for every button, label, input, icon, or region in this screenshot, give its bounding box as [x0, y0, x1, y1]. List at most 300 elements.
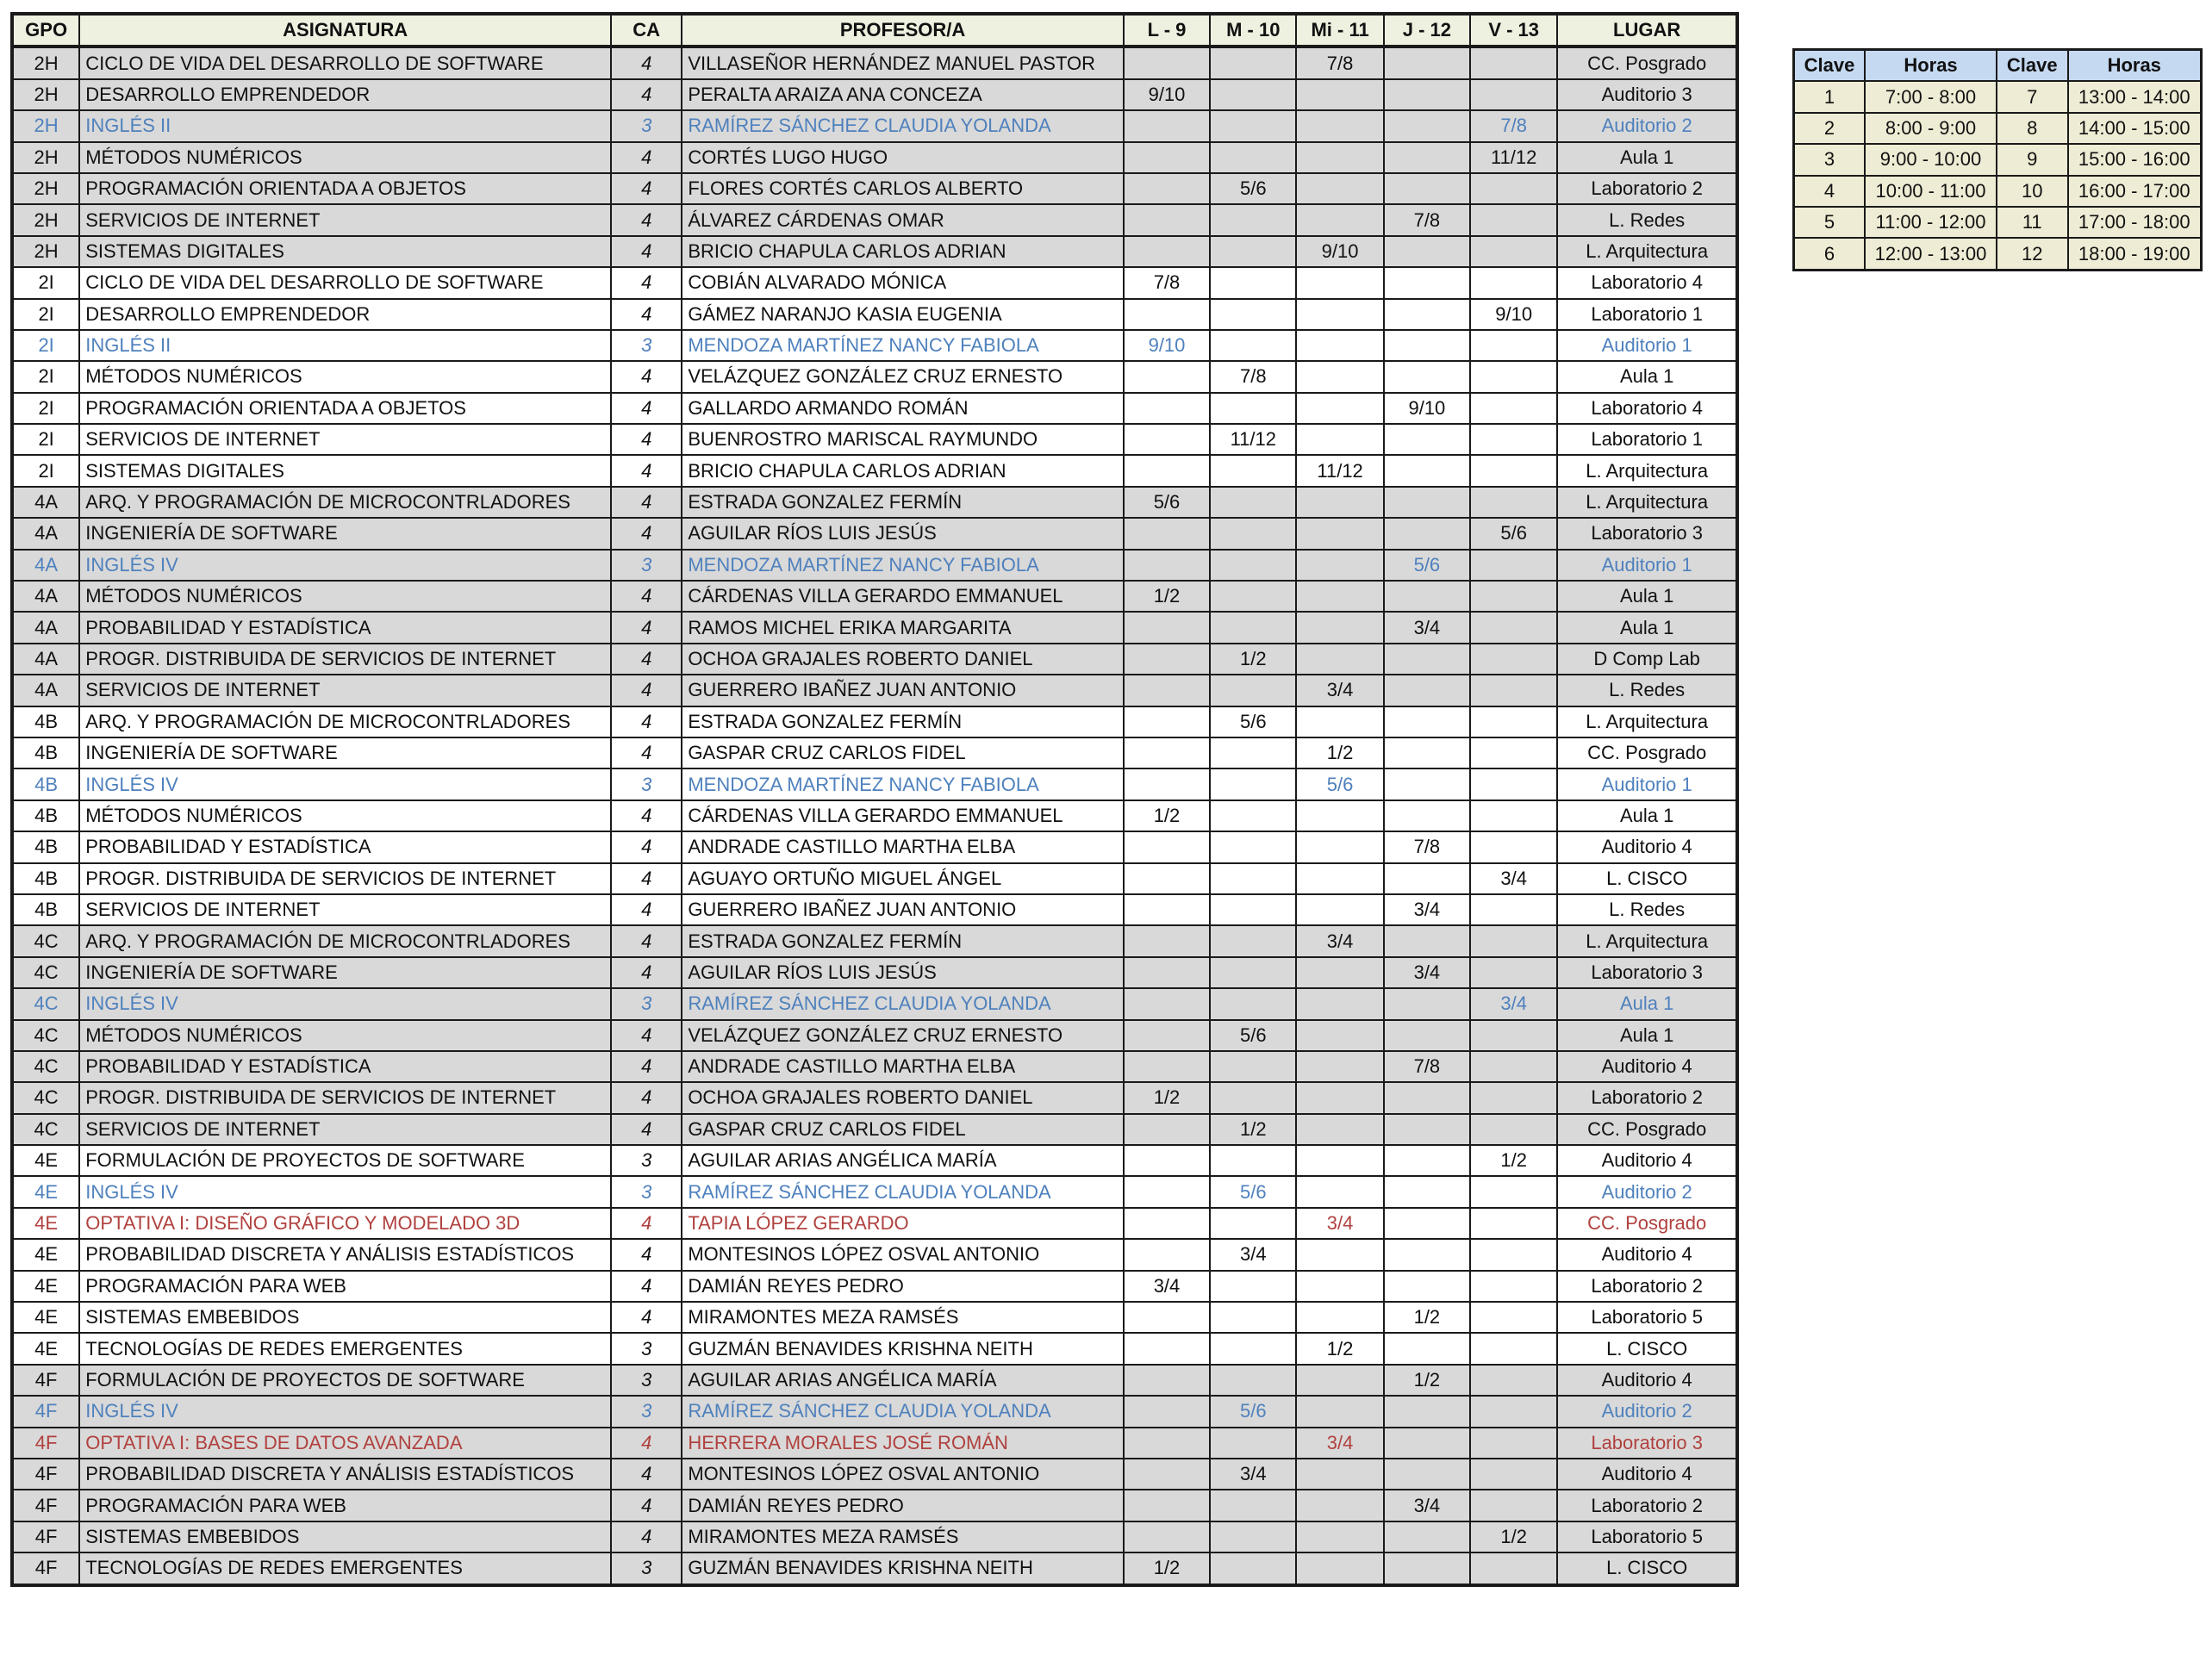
jueves-cell: 7/8	[1384, 1051, 1470, 1082]
gpo-cell: 4A	[12, 550, 79, 581]
table-row	[12, 831, 1737, 862]
legend-clave-cell: 1	[1794, 81, 1866, 112]
lugar-cell: L. Redes	[1557, 675, 1737, 706]
profesor-cell: RAMÍREZ SÁNCHEZ CLAUDIA YOLANDA	[682, 1176, 1124, 1207]
ca-cell: 4	[611, 79, 682, 110]
miercoles-cell	[1296, 142, 1383, 173]
jueves-cell	[1384, 706, 1470, 737]
jueves-cell: 3/4	[1384, 612, 1470, 643]
viernes-cell: 3/4	[1470, 863, 1557, 894]
miercoles-cell	[1296, 173, 1383, 204]
miercoles-cell	[1296, 79, 1383, 110]
gpo-cell: 4A	[12, 487, 79, 518]
table-row	[12, 1552, 1737, 1584]
profesor-cell: AGUILAR RÍOS LUIS JESÚS	[682, 957, 1124, 988]
table-row	[12, 863, 1737, 894]
gpo-cell: 4F	[12, 1365, 79, 1396]
asignatura-cell: OPTATIVA I: BASES DE DATOS AVANZADA	[79, 1428, 611, 1459]
jueves-cell	[1384, 925, 1470, 956]
viernes-cell	[1470, 455, 1557, 486]
legend-clave-cell: 6	[1794, 238, 1866, 270]
jueves-cell	[1384, 330, 1470, 361]
table-row	[12, 204, 1737, 235]
miercoles-cell	[1296, 1082, 1383, 1113]
profesor-cell: CORTÉS LUGO HUGO	[682, 142, 1124, 173]
jueves-cell	[1384, 361, 1470, 392]
asignatura-cell: MÉTODOS NUMÉRICOS	[79, 581, 611, 612]
profesor-cell: ESTRADA GONZALEZ FERMÍN	[682, 487, 1124, 518]
table-row	[12, 487, 1737, 518]
viernes-cell	[1470, 1302, 1557, 1333]
viernes-cell: 11/12	[1470, 142, 1557, 173]
profesor-cell: CÁRDENAS VILLA GERARDO EMMANUEL	[682, 800, 1124, 831]
gpo-cell: 4F	[12, 1521, 79, 1552]
legend-horas-cell: 9:00 - 10:00	[1865, 144, 1997, 175]
lunes-cell	[1124, 299, 1210, 330]
table-row	[12, 925, 1737, 956]
martes-cell	[1210, 612, 1296, 643]
gpo-cell: 4B	[12, 768, 79, 800]
viernes-cell	[1470, 1020, 1557, 1051]
ca-cell: 4	[611, 1114, 682, 1145]
martes-cell: 5/6	[1210, 1396, 1296, 1427]
martes-cell: 1/2	[1210, 644, 1296, 675]
martes-cell: 11/12	[1210, 424, 1296, 455]
lugar-cell: Laboratorio 2	[1557, 173, 1737, 204]
miercoles-cell	[1296, 1239, 1383, 1270]
miercoles-cell: 7/8	[1296, 47, 1383, 78]
lugar-cell: L. Redes	[1557, 204, 1737, 235]
ca-cell: 3	[611, 988, 682, 1019]
ca-cell: 4	[611, 1490, 682, 1521]
asignatura-cell: MÉTODOS NUMÉRICOS	[79, 800, 611, 831]
miercoles-cell: 3/4	[1296, 675, 1383, 706]
table-row	[12, 518, 1737, 549]
asignatura-cell: INGLÉS IV	[79, 1176, 611, 1207]
jueves-cell	[1384, 581, 1470, 612]
ca-cell: 3	[611, 1396, 682, 1427]
jueves-cell: 3/4	[1384, 1490, 1470, 1521]
viernes-cell	[1470, 236, 1557, 267]
gpo-cell: 4E	[12, 1239, 79, 1270]
profesor-cell: AGUILAR RÍOS LUIS JESÚS	[682, 518, 1124, 549]
lunes-cell	[1124, 612, 1210, 643]
ca-cell: 4	[611, 47, 682, 78]
lunes-cell	[1124, 1428, 1210, 1459]
ca-cell: 3	[611, 768, 682, 800]
viernes-cell	[1470, 1082, 1557, 1113]
miercoles-cell	[1296, 706, 1383, 737]
miercoles-cell	[1296, 1020, 1383, 1051]
lunes-cell	[1124, 204, 1210, 235]
lugar-cell: CC. Posgrado	[1557, 47, 1737, 78]
profesor-cell: TAPIA LÓPEZ GERARDO	[682, 1208, 1124, 1239]
asignatura-cell: DESARROLLO EMPRENDEDOR	[79, 79, 611, 110]
lugar-cell: Laboratorio 1	[1557, 299, 1737, 330]
profesor-cell: BRICIO CHAPULA CARLOS ADRIAN	[682, 455, 1124, 486]
lunes-cell	[1124, 142, 1210, 173]
lunes-cell	[1124, 1302, 1210, 1333]
asignatura-cell: INGLÉS IV	[79, 550, 611, 581]
legend-horas-cell: 16:00 - 17:00	[2068, 176, 2202, 207]
profesor-cell: ESTRADA GONZALEZ FERMÍN	[682, 706, 1124, 737]
jueves-cell	[1384, 236, 1470, 267]
lunes-cell	[1124, 988, 1210, 1019]
jueves-cell: 7/8	[1384, 831, 1470, 862]
profesor-cell: GUERRERO IBAÑEZ JUAN ANTONIO	[682, 675, 1124, 706]
miercoles-cell	[1296, 1176, 1383, 1207]
lugar-cell: Laboratorio 3	[1557, 957, 1737, 988]
lunes-cell	[1124, 894, 1210, 925]
jueves-cell	[1384, 142, 1470, 173]
lunes-cell	[1124, 1145, 1210, 1176]
lugar-cell: L. Arquitectura	[1557, 455, 1737, 486]
gpo-cell: 4B	[12, 706, 79, 737]
gpo-cell: 2I	[12, 424, 79, 455]
legend-horas-cell: 13:00 - 14:00	[2068, 81, 2202, 112]
lunes-cell	[1124, 831, 1210, 862]
table-row	[12, 550, 1737, 581]
lugar-cell: Aula 1	[1557, 1020, 1737, 1051]
jueves-cell: 3/4	[1384, 957, 1470, 988]
profesor-cell: PERALTA ARAIZA ANA CONCEZA	[682, 79, 1124, 110]
ca-cell: 3	[611, 110, 682, 141]
asignatura-cell: PROGRAMACIÓN ORIENTADA A OBJETOS	[79, 173, 611, 204]
ca-cell: 4	[611, 831, 682, 862]
ca-cell: 4	[611, 706, 682, 737]
legend-horas-cell: 7:00 - 8:00	[1865, 81, 1997, 112]
asignatura-cell: CICLO DE VIDA DEL DESARROLLO DE SOFTWARE	[79, 47, 611, 78]
jueves-cell: 7/8	[1384, 204, 1470, 235]
asignatura-cell: INGENIERÍA DE SOFTWARE	[79, 518, 611, 549]
viernes-cell	[1470, 173, 1557, 204]
legend-horas-cell: 10:00 - 11:00	[1865, 176, 1997, 207]
viernes-cell	[1470, 267, 1557, 298]
ca-cell: 4	[611, 1020, 682, 1051]
legend-header-row	[1794, 50, 2202, 82]
jueves-cell	[1384, 518, 1470, 549]
jueves-cell	[1384, 1239, 1470, 1270]
jueves-cell	[1384, 47, 1470, 78]
gpo-cell: 4A	[12, 581, 79, 612]
lugar-cell: Auditorio 2	[1557, 1176, 1737, 1207]
legend-clave-cell: 3	[1794, 144, 1866, 175]
gpo-cell: 2H	[12, 236, 79, 267]
profesor-cell: RAMÍREZ SÁNCHEZ CLAUDIA YOLANDA	[682, 988, 1124, 1019]
martes-cell	[1210, 800, 1296, 831]
legend-header-horas: Horas	[2068, 50, 2202, 82]
miercoles-cell	[1296, 1552, 1383, 1584]
gpo-cell: 2H	[12, 142, 79, 173]
ca-cell: 4	[611, 361, 682, 392]
martes-cell: 5/6	[1210, 173, 1296, 204]
profesor-cell: MONTESINOS LÓPEZ OSVAL ANTONIO	[682, 1239, 1124, 1270]
asignatura-cell: PROBABILIDAD DISCRETA Y ANÁLISIS ESTADÍSTICOS	[79, 1459, 611, 1490]
lugar-cell: Auditorio 3	[1557, 79, 1737, 110]
table-row	[12, 142, 1737, 173]
table-row	[12, 330, 1737, 361]
gpo-cell: 2I	[12, 361, 79, 392]
gpo-cell: 4A	[12, 644, 79, 675]
lunes-cell	[1124, 1490, 1210, 1521]
gpo-cell: 2I	[12, 267, 79, 298]
martes-cell	[1210, 1428, 1296, 1459]
martes-cell	[1210, 455, 1296, 486]
table-row	[12, 267, 1737, 298]
jueves-cell	[1384, 1020, 1470, 1051]
martes-cell	[1210, 1521, 1296, 1552]
lugar-cell: D Comp Lab	[1557, 644, 1737, 675]
table-row	[12, 988, 1737, 1019]
jueves-cell	[1384, 173, 1470, 204]
viernes-cell	[1470, 768, 1557, 800]
martes-cell	[1210, 957, 1296, 988]
viernes-cell: 1/2	[1470, 1521, 1557, 1552]
lugar-cell: Aula 1	[1557, 612, 1737, 643]
asignatura-cell: TECNOLOGÍAS DE REDES EMERGENTES	[79, 1333, 611, 1364]
martes-cell	[1210, 675, 1296, 706]
table-row	[12, 737, 1737, 768]
table-row	[12, 1365, 1737, 1396]
lugar-cell: Laboratorio 3	[1557, 518, 1737, 549]
miercoles-cell	[1296, 361, 1383, 392]
jueves-cell	[1384, 737, 1470, 768]
jueves-cell	[1384, 1428, 1470, 1459]
viernes-cell	[1470, 675, 1557, 706]
lugar-cell: L. CISCO	[1557, 1552, 1737, 1584]
gpo-cell: 2H	[12, 173, 79, 204]
jueves-cell	[1384, 644, 1470, 675]
legend-clave-cell: 5	[1794, 207, 1866, 238]
table-row	[12, 1271, 1737, 1302]
asignatura-cell: PROBABILIDAD Y ESTADÍSTICA	[79, 831, 611, 862]
legend-header-clave: Clave	[1997, 50, 2068, 82]
ca-cell: 4	[611, 1082, 682, 1113]
miercoles-cell	[1296, 581, 1383, 612]
legend-clave-cell: 10	[1997, 176, 2068, 207]
asignatura-cell: PROGRAMACIÓN PARA WEB	[79, 1490, 611, 1521]
profesor-cell: DAMIÁN REYES PEDRO	[682, 1271, 1124, 1302]
martes-cell	[1210, 204, 1296, 235]
lugar-cell: L. Arquitectura	[1557, 925, 1737, 956]
lunes-cell: 9/10	[1124, 79, 1210, 110]
martes-cell	[1210, 47, 1296, 78]
lunes-cell	[1124, 737, 1210, 768]
lunes-cell: 1/2	[1124, 1552, 1210, 1584]
ca-cell: 4	[611, 236, 682, 267]
lugar-cell: L. Arquitectura	[1557, 236, 1737, 267]
martes-cell	[1210, 1365, 1296, 1396]
viernes-cell	[1470, 1490, 1557, 1521]
asignatura-cell: PROBABILIDAD Y ESTADÍSTICA	[79, 612, 611, 643]
miercoles-cell: 5/6	[1296, 768, 1383, 800]
profesor-cell: GASPAR CRUZ CARLOS FIDEL	[682, 737, 1124, 768]
asignatura-cell: INGENIERÍA DE SOFTWARE	[79, 737, 611, 768]
gpo-cell: 4C	[12, 988, 79, 1019]
asignatura-cell: INGLÉS IV	[79, 1396, 611, 1427]
miercoles-cell	[1296, 644, 1383, 675]
legend-horas-cell: 18:00 - 19:00	[2068, 238, 2202, 270]
gpo-cell: 4A	[12, 612, 79, 643]
lugar-cell: L. CISCO	[1557, 863, 1737, 894]
table-row	[12, 1114, 1737, 1145]
asignatura-cell: SERVICIOS DE INTERNET	[79, 894, 611, 925]
asignatura-cell: INGLÉS IV	[79, 768, 611, 800]
viernes-cell	[1470, 1365, 1557, 1396]
table-row	[12, 1145, 1737, 1176]
table-row	[12, 612, 1737, 643]
lunes-cell: 9/10	[1124, 330, 1210, 361]
gpo-cell: 4E	[12, 1271, 79, 1302]
table-row	[12, 1428, 1737, 1459]
table-row	[12, 1082, 1737, 1113]
asignatura-cell: SERVICIOS DE INTERNET	[79, 1114, 611, 1145]
jueves-cell	[1384, 1552, 1470, 1584]
martes-cell	[1210, 142, 1296, 173]
lugar-cell: Laboratorio 2	[1557, 1082, 1737, 1113]
ca-cell: 4	[611, 173, 682, 204]
hours-legend-table	[1792, 48, 2203, 271]
lugar-cell: Auditorio 4	[1557, 1145, 1737, 1176]
jueves-cell	[1384, 1145, 1470, 1176]
viernes-cell	[1470, 925, 1557, 956]
profesor-cell: COBIÁN ALVARADO MÓNICA	[682, 267, 1124, 298]
table-row	[12, 1051, 1737, 1082]
asignatura-cell: INGENIERÍA DE SOFTWARE	[79, 957, 611, 988]
table-row	[12, 173, 1737, 204]
ca-cell: 4	[611, 487, 682, 518]
header-profesor: PROFESOR/A	[682, 14, 1124, 47]
table-row	[12, 424, 1737, 455]
martes-cell	[1210, 1333, 1296, 1364]
asignatura-cell: TECNOLOGÍAS DE REDES EMERGENTES	[79, 1552, 611, 1584]
jueves-cell	[1384, 1333, 1470, 1364]
lugar-cell: L. Arquitectura	[1557, 487, 1737, 518]
asignatura-cell: FORMULACIÓN DE PROYECTOS DE SOFTWARE	[79, 1145, 611, 1176]
miercoles-cell: 11/12	[1296, 455, 1383, 486]
lunes-cell	[1124, 957, 1210, 988]
jueves-cell	[1384, 1459, 1470, 1490]
ca-cell: 4	[611, 204, 682, 235]
gpo-cell: 4E	[12, 1302, 79, 1333]
asignatura-cell: SERVICIOS DE INTERNET	[79, 675, 611, 706]
martes-cell	[1210, 737, 1296, 768]
ca-cell: 4	[611, 925, 682, 956]
ca-cell: 4	[611, 1428, 682, 1459]
viernes-cell	[1470, 1396, 1557, 1427]
lugar-cell: Auditorio 1	[1557, 768, 1737, 800]
lunes-cell	[1124, 47, 1210, 78]
martes-cell	[1210, 79, 1296, 110]
ca-cell: 3	[611, 550, 682, 581]
legend-row	[1794, 144, 2202, 175]
lunes-cell	[1124, 1521, 1210, 1552]
viernes-cell: 7/8	[1470, 110, 1557, 141]
gpo-cell: 4E	[12, 1176, 79, 1207]
header-martes: M - 10	[1210, 14, 1296, 47]
miercoles-cell	[1296, 800, 1383, 831]
lugar-cell: Laboratorio 2	[1557, 1271, 1737, 1302]
profesor-cell: VELÁZQUEZ GONZÁLEZ CRUZ ERNESTO	[682, 1020, 1124, 1051]
lunes-cell	[1124, 1208, 1210, 1239]
table-row	[12, 79, 1737, 110]
lunes-cell	[1124, 1459, 1210, 1490]
lunes-cell	[1124, 1365, 1210, 1396]
gpo-cell: 4F	[12, 1459, 79, 1490]
miercoles-cell	[1296, 894, 1383, 925]
miercoles-cell	[1296, 1145, 1383, 1176]
lugar-cell: Laboratorio 4	[1557, 267, 1737, 298]
schedule-body	[12, 47, 1737, 1584]
profesor-cell: RAMÍREZ SÁNCHEZ CLAUDIA YOLANDA	[682, 110, 1124, 141]
miercoles-cell: 1/2	[1296, 1333, 1383, 1364]
profesor-cell: MENDOZA MARTÍNEZ NANCY FABIOLA	[682, 330, 1124, 361]
ca-cell: 4	[611, 518, 682, 549]
viernes-cell	[1470, 1114, 1557, 1145]
viernes-cell	[1470, 581, 1557, 612]
martes-cell	[1210, 925, 1296, 956]
gpo-cell: 4A	[12, 518, 79, 549]
asignatura-cell: INGLÉS IV	[79, 988, 611, 1019]
miercoles-cell	[1296, 1396, 1383, 1427]
martes-cell	[1210, 393, 1296, 424]
table-row	[12, 1208, 1737, 1239]
gpo-cell: 2I	[12, 455, 79, 486]
ca-cell: 4	[611, 737, 682, 768]
viernes-cell	[1470, 393, 1557, 424]
profesor-cell: BUENROSTRO MARISCAL RAYMUNDO	[682, 424, 1124, 455]
ca-cell: 3	[611, 1552, 682, 1584]
profesor-cell: GALLARDO ARMANDO ROMÁN	[682, 393, 1124, 424]
jueves-cell: 5/6	[1384, 550, 1470, 581]
gpo-cell: 4E	[12, 1208, 79, 1239]
viernes-cell	[1470, 1459, 1557, 1490]
legend-body	[1794, 81, 2202, 270]
martes-cell	[1210, 894, 1296, 925]
legend-clave-cell: 11	[1997, 207, 2068, 238]
gpo-cell: 4B	[12, 800, 79, 831]
ca-cell: 4	[611, 142, 682, 173]
lunes-cell	[1124, 644, 1210, 675]
legend-clave-cell: 9	[1997, 144, 2068, 175]
miercoles-cell	[1296, 863, 1383, 894]
viernes-cell	[1470, 737, 1557, 768]
table-row	[12, 768, 1737, 800]
ca-cell: 4	[611, 1051, 682, 1082]
table-row	[12, 644, 1737, 675]
table-row	[12, 393, 1737, 424]
ca-cell: 3	[611, 1365, 682, 1396]
asignatura-cell: FORMULACIÓN DE PROYECTOS DE SOFTWARE	[79, 1365, 611, 1396]
table-row	[12, 706, 1737, 737]
lunes-cell	[1124, 424, 1210, 455]
miercoles-cell: 3/4	[1296, 925, 1383, 956]
viernes-cell	[1470, 1051, 1557, 1082]
miercoles-cell: 9/10	[1296, 236, 1383, 267]
martes-cell	[1210, 1051, 1296, 1082]
gpo-cell: 4B	[12, 831, 79, 862]
lunes-cell	[1124, 1051, 1210, 1082]
gpo-cell: 2H	[12, 79, 79, 110]
profesor-cell: MENDOZA MARTÍNEZ NANCY FABIOLA	[682, 768, 1124, 800]
viernes-cell	[1470, 706, 1557, 737]
schedule-table	[10, 12, 1739, 1587]
viernes-cell	[1470, 612, 1557, 643]
viernes-cell	[1470, 1208, 1557, 1239]
lunes-cell	[1124, 110, 1210, 141]
miercoles-cell	[1296, 612, 1383, 643]
profesor-cell: RAMÍREZ SÁNCHEZ CLAUDIA YOLANDA	[682, 1396, 1124, 1427]
